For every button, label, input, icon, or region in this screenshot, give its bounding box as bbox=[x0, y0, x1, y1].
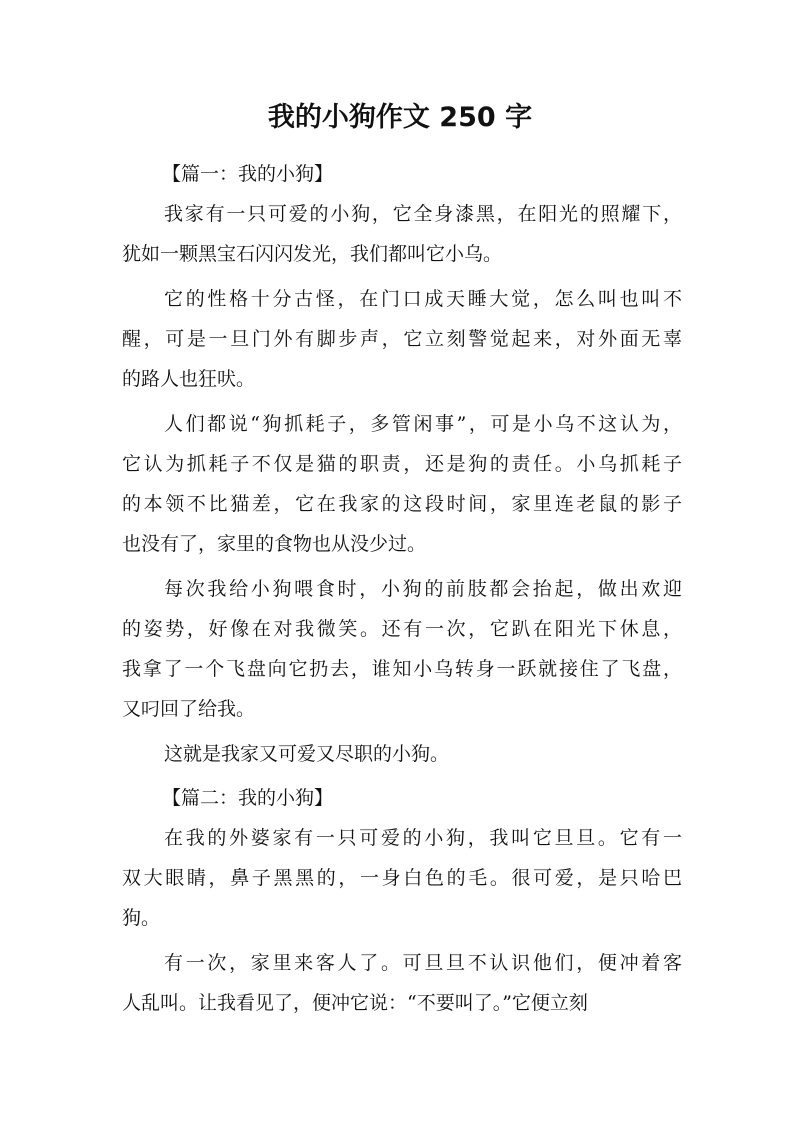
paragraph bbox=[122, 569, 682, 729]
paragraph bbox=[122, 194, 682, 274]
document-body bbox=[122, 155, 682, 1028]
paragraph bbox=[122, 943, 682, 1023]
section-heading: 【篇一：我的小狗】 bbox=[162, 163, 334, 185]
paragraph-line: 也没有了，家里的食物也从没少过。 bbox=[122, 533, 427, 555]
paragraph-line: 双大眼睛，鼻子黑黑的，一身白色的毛。很可爱，是只哈巴 bbox=[122, 867, 682, 889]
paragraph-line: 我拿了一个飞盘向它扔去，谁知小乌转身一跃就接住了飞盘， bbox=[122, 658, 682, 680]
paragraph-line: 有一次，家里来客人了。可旦旦不认识他们，便冲着客 bbox=[164, 952, 682, 974]
paragraph-line: 人乱叫。让我看见了，便冲它说：“不要叫了。”它便立刻 bbox=[122, 992, 588, 1014]
section-heading: 【篇二：我的小狗】 bbox=[162, 787, 334, 809]
paragraph bbox=[122, 404, 682, 564]
paragraph-line: 它的性格十分古怪，在门口成天睡大觉，怎么叫也叫不 bbox=[164, 288, 682, 310]
paragraph-line: 人们都说“狗抓耗子，多管闲事”，可是小乌不这认为， bbox=[164, 413, 682, 435]
paragraph-line: 它认为抓耗子不仅是猫的职责，还是狗的责任。小乌抓耗子 bbox=[122, 453, 682, 475]
paragraph bbox=[122, 279, 682, 399]
paragraph-line: 又叼回了给我。 bbox=[122, 698, 256, 720]
paragraph-line: 犹如一颗黑宝石闪闪发光，我们都叫它小乌。 bbox=[122, 243, 503, 265]
paragraph-line: 的本领不比猫差，它在我家的这段时间，家里连老鼠的影子 bbox=[122, 493, 682, 515]
paragraph-line: 我家有一只可爱的小狗，它全身漆黑，在阳光的照耀下， bbox=[164, 203, 682, 225]
paragraph-line: 这就是我家又可爱又尽职的小狗。 bbox=[164, 743, 450, 765]
paragraph-line: 醒，可是一旦门外有脚步声，它立刻警觉起来，对外面无辜 bbox=[122, 328, 682, 350]
paragraph bbox=[122, 734, 682, 774]
paragraph-line: 的路人也狂吠。 bbox=[122, 368, 256, 390]
document-title: 我的小狗作文 250 字 bbox=[267, 102, 533, 133]
paragraph-line: 在我的外婆家有一只可爱的小狗，我叫它旦旦。它有一 bbox=[164, 827, 682, 849]
paragraph-line: 狗。 bbox=[122, 907, 161, 929]
paragraph-line: 的姿势，好像在对我微笑。还有一次，它趴在阳光下休息， bbox=[122, 618, 682, 640]
paragraph-line: 每次我给小狗喂食时，小狗的前肢都会抬起，做出欢迎 bbox=[164, 578, 682, 600]
paragraph bbox=[122, 818, 682, 938]
